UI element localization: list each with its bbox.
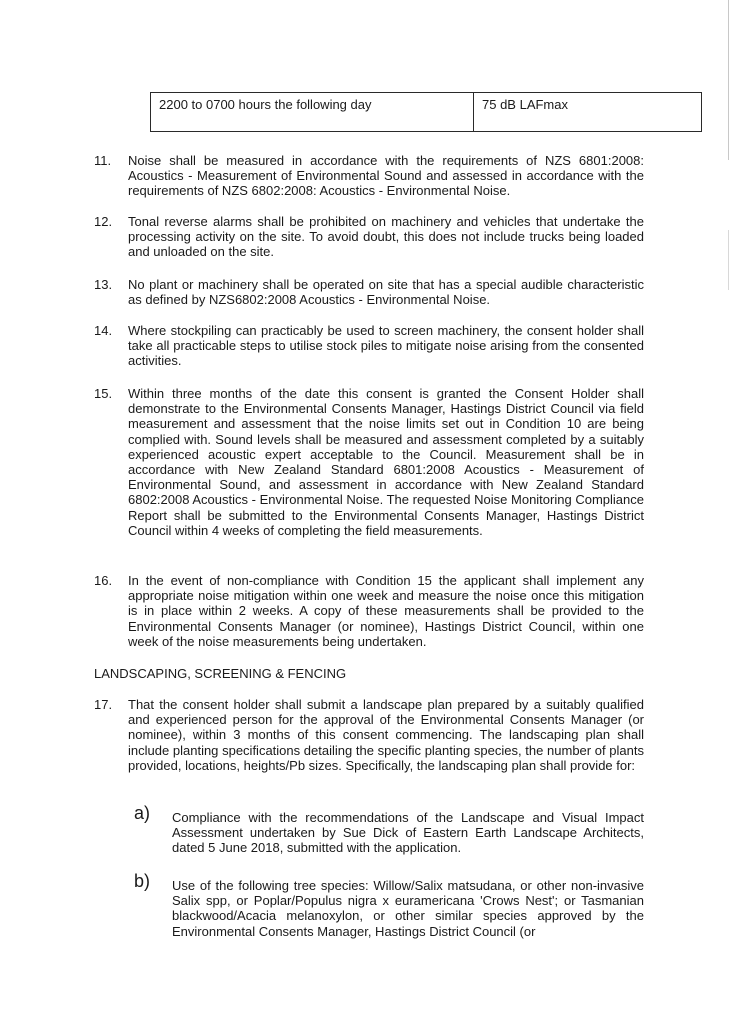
condition-number: 17. bbox=[94, 697, 113, 712]
table-row bbox=[151, 93, 702, 132]
scan-edge-line bbox=[728, 0, 729, 160]
condition-12 bbox=[94, 214, 644, 260]
condition-text: Tonal reverse alarms shall be prohibited on machinery and vehicles that undertake the processing activity on the site. To avoid doubt, this does not include trucks being loaded and unloaded on the site. bbox=[128, 214, 644, 260]
condition-text: That the consent holder shall submit a landscape plan prepared by a suitably qualified and experienced person for the approval of the Environmental Consents Manager (or nominee), within 3 months of this consent commencing. The landscaping plan shall include planting specifications detailing the specific planting species, the number of plants provided, locations, heights/Pb sizes. Specifically, the landscaping plan shall provide for: bbox=[128, 697, 644, 773]
condition-14 bbox=[94, 323, 644, 369]
condition-number: 13. bbox=[94, 277, 113, 292]
noise-limit-table bbox=[150, 92, 702, 132]
sub-item-label: a) bbox=[134, 803, 151, 823]
sub-item-label: b) bbox=[134, 871, 151, 891]
condition-number: 16. bbox=[94, 573, 113, 588]
sub-item-text: Use of the following tree species: Willow/Salix matsudana, or other non-invasive Salix spp, or Poplar/Populus nigra x euramericana 'Crows Nest'; or Tasmanian blackwood/Acacia melanoxylon, or other similar species approved by the Environmental Consents Manager, Hastings District Council (or bbox=[172, 878, 644, 939]
time-period-cell: 2200 to 0700 hours the following day bbox=[151, 93, 474, 132]
condition-15 bbox=[94, 386, 644, 538]
noise-limit-cell: 75 dB LAFmax bbox=[474, 93, 702, 132]
scan-edge-line bbox=[728, 230, 729, 290]
condition-13 bbox=[94, 277, 644, 307]
condition-number: 11. bbox=[94, 153, 112, 168]
condition-text: In the event of non-compliance with Condition 15 the applicant shall implement any appropriate noise mitigation within one week and measure the noise once this mitigation is in place within 2 weeks. A copy of these measurements shall be provided to the Environmental Consents Manager (or nominee), Hastings District Council, within one week of the noise measurements being undertaken. bbox=[128, 573, 644, 649]
section-heading: LANDSCAPING, SCREENING & FENCING bbox=[94, 666, 347, 681]
condition-text: No plant or machinery shall be operated on site that has a special audible characteristic as defined by NZS6802:2008 Acoustics - Environmental Noise. bbox=[128, 277, 644, 308]
sub-item-text: Compliance with the recommendations of the Landscape and Visual Impact Assessment undertaken by Sue Dick of Eastern Earth Landscape Architects, dated 5 June 2018, submitted with the application. bbox=[172, 810, 644, 856]
condition-11 bbox=[94, 153, 644, 199]
sub-item-a bbox=[134, 803, 644, 856]
condition-text: Within three months of the date this consent is granted the Consent Holder shall demonstrate to the Environmental Consents Manager, Hastings District Council via field measurement and assessment that the noise limits set out in Condition 10 are being complied with. Sound levels shall be measured and assessment completed by a suitably experienced acoustic expert acceptable to the Council. Measurement shall be in accordance with New Zealand Standard 6801:2008 Acoustics - Measurement of Environmental Sound, and assessment in accordance with New Zealand Standard 6802:2008 Acoustics - Environmental Noise. The requested Noise Monitoring Compliance Report shall be submitted to the Environmental Consents Manager, Hastings District Council within 4 weeks of completing the field measurements. bbox=[128, 386, 644, 538]
condition-17 bbox=[94, 697, 644, 773]
condition-number: 14. bbox=[94, 323, 113, 338]
condition-text: Where stockpiling can practicably be used to screen machinery, the consent holder shall take all practicable steps to utilise stock piles to mitigate noise arising from the consented activities. bbox=[128, 323, 644, 369]
sub-item-b bbox=[134, 871, 644, 939]
condition-text: Noise shall be measured in accordance with the requirements of NZS 6801:2008: Acoustics - Measurement of Environmental Sound and assessed in accordance with the requirements of NZS 6802:2008: Acoustics - Environmental Noise. bbox=[128, 153, 644, 199]
condition-number: 12. bbox=[94, 214, 113, 229]
condition-16 bbox=[94, 573, 644, 649]
condition-number: 15. bbox=[94, 386, 113, 401]
